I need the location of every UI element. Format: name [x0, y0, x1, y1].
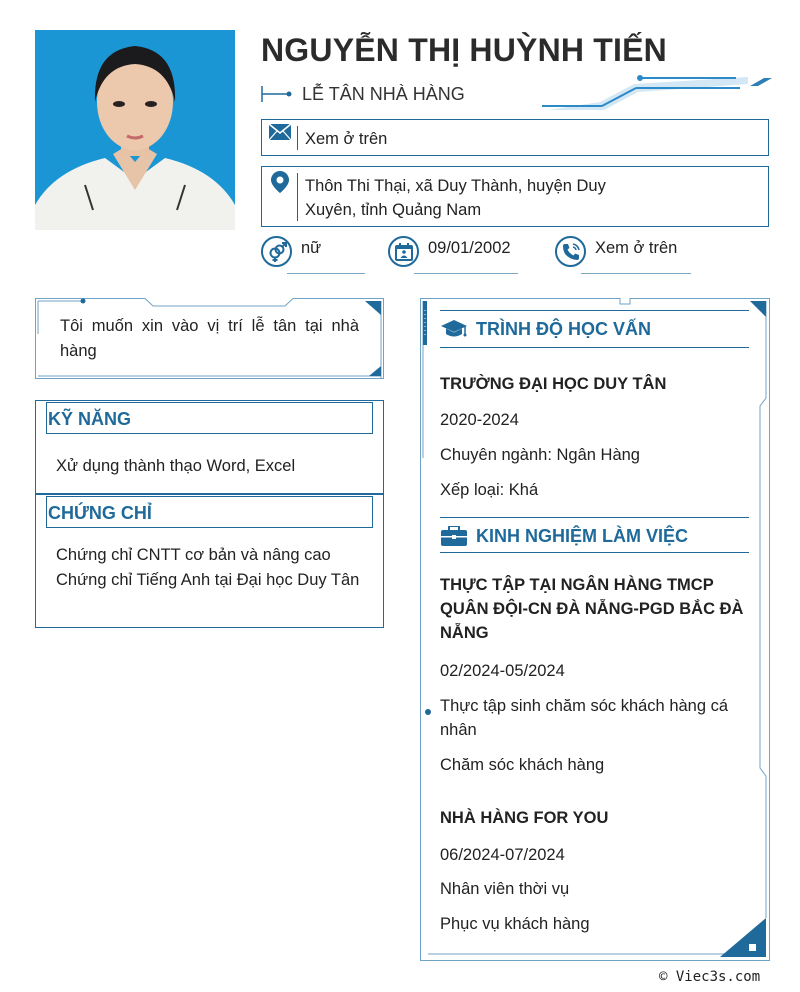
education-period: 2020-2024 [440, 411, 519, 429]
phone-underline [581, 273, 691, 274]
skills-title-box [46, 402, 373, 434]
email-separator [297, 126, 298, 150]
experience-company: NHÀ HÀNG FOR YOU [440, 809, 609, 827]
gender-item [261, 236, 367, 278]
gender-icon [261, 236, 292, 267]
address-value: Thôn Thi Thại, xã Duy Thành, huyện Duy Xuyên, tỉnh Quảng Nam [305, 177, 606, 219]
envelope-icon [265, 124, 295, 152]
certificates-section [35, 494, 384, 628]
header-decoration [540, 72, 775, 114]
graduation-cap-icon [440, 317, 468, 341]
address-separator [297, 173, 298, 221]
experience-period: 06/2024-07/2024 [440, 846, 565, 864]
watermark: © Viec3s.com [659, 969, 761, 985]
experience-title: KINH NGHIỆM LÀM VIỆC [476, 526, 689, 546]
right-panel [420, 298, 770, 961]
phone-item [555, 236, 695, 278]
objective-text: Tôi muốn xin vào vị trí lễ tân tại nhà hàng [60, 317, 359, 360]
education-title: TRÌNH ĐỘ HỌC VẤN [476, 319, 651, 339]
birthday-item [388, 236, 520, 278]
experience-period: 02/2024-05/2024 [440, 662, 565, 680]
certificate-item: Chứng chỉ CNTT cơ bản và nâng cao [56, 546, 331, 564]
objective-box [35, 298, 384, 379]
skills-section [35, 400, 384, 494]
certificates-title: CHỨNG CHỈ [48, 503, 152, 523]
job-title: LỄ TÂN NHÀ HÀNG [302, 84, 465, 104]
birthday-value: 09/01/2002 [428, 239, 511, 257]
education-header [440, 310, 749, 348]
job-title-marker-icon [261, 84, 293, 104]
skills-list [56, 454, 295, 479]
certificate-item: Chứng chỉ Tiếng Anh tại Đại học Duy Tân [56, 571, 360, 589]
briefcase-icon [440, 524, 468, 548]
experience-position: Nhân viên thời vụ [440, 880, 570, 898]
education-major: Chuyên ngành: Ngân Hàng [440, 446, 640, 464]
profile-photo [35, 30, 235, 230]
experience-company: THỰC TẬP TẠI NGÂN HÀNG TMCP QUÂN ĐỘI-CN ĐÀ NẴNG-PGD BẮC ĐÀ NẴNG [440, 576, 744, 642]
education-school: TRƯỜNG ĐẠI HỌC DUY TÂN [440, 375, 667, 393]
experience-description: Chăm sóc khách hàng [440, 756, 605, 774]
gender-underline [287, 273, 365, 274]
gender-value: nữ [301, 239, 322, 257]
skill-item: Xử dụng thành thạo Word, Excel [56, 457, 296, 475]
experience-position: Thực tập sinh chăm sóc khách hàng cá nhân [440, 697, 729, 739]
phone-icon [555, 236, 586, 267]
address-box [261, 166, 769, 227]
location-pin-icon [265, 171, 295, 199]
birthday-underline [414, 273, 518, 274]
candidate-name: NGUYỄN THỊ HUỲNH TIẾN [261, 32, 667, 68]
certificates-list [56, 543, 364, 593]
email-value: Xem ở trên [305, 130, 388, 148]
experience-description: Phục vụ khách hàng [440, 915, 590, 933]
email-box [261, 119, 769, 156]
experience-header [440, 517, 749, 553]
calendar-icon [388, 236, 419, 267]
phone-value: Xem ở trên [595, 239, 678, 257]
skills-title: KỸ NĂNG [48, 409, 132, 429]
education-rank: Xếp loại: Khá [440, 481, 539, 499]
certificates-title-box [46, 496, 373, 528]
